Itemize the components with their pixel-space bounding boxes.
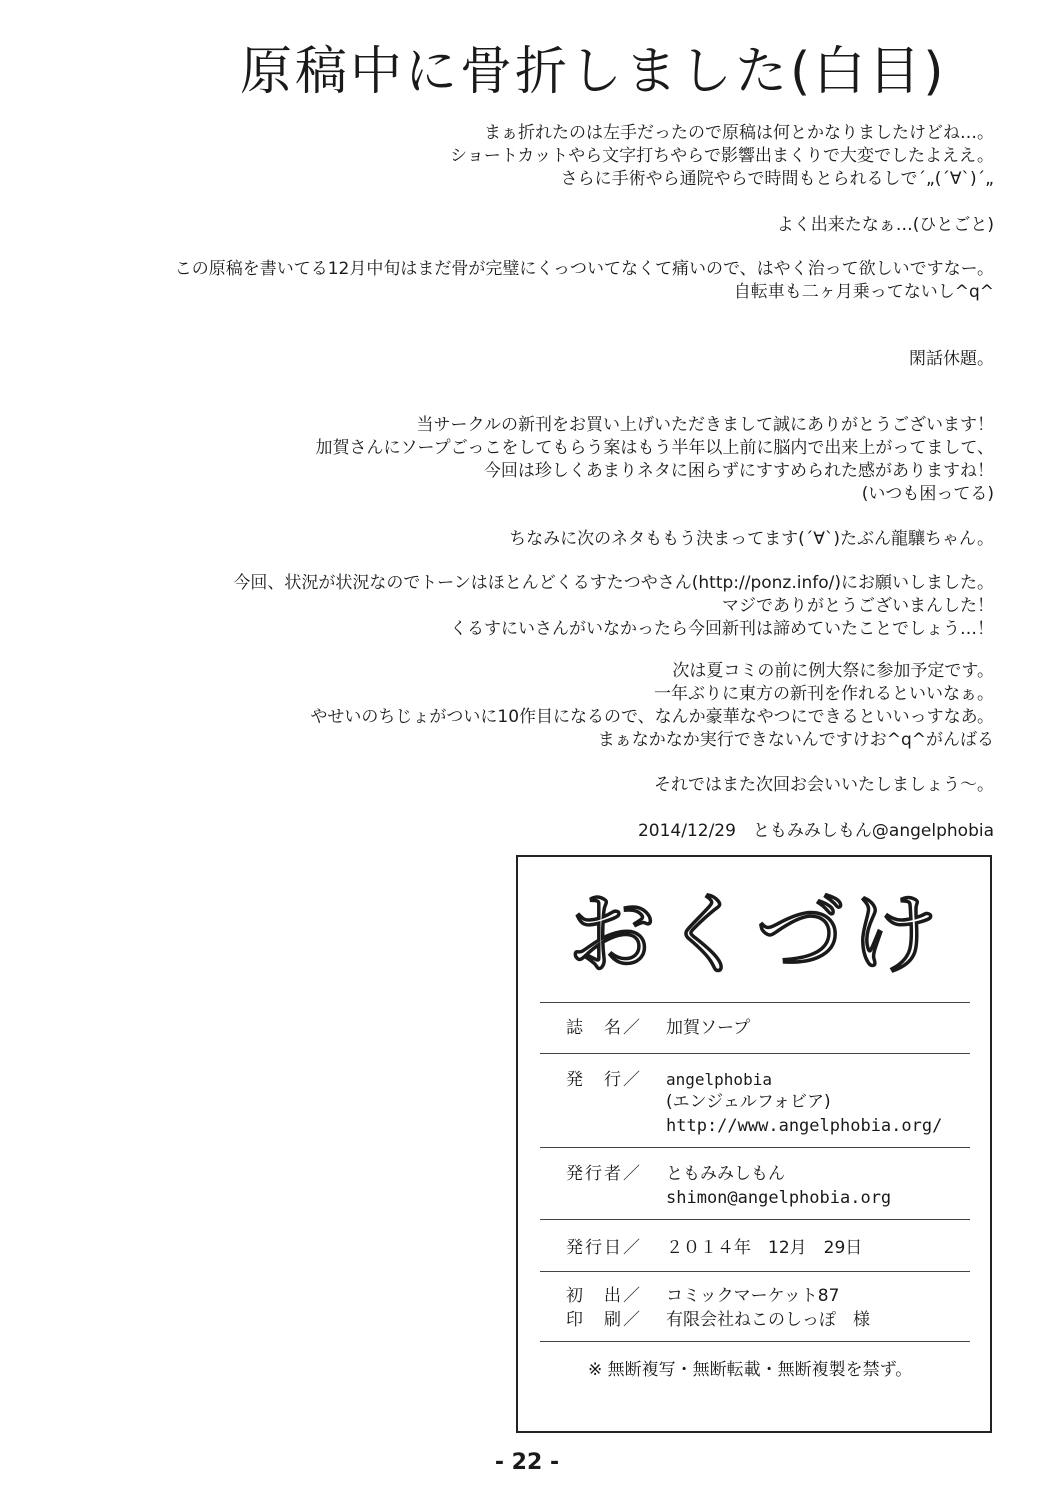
colophon-row-printer	[566, 1309, 870, 1331]
signature-line	[34, 820, 994, 843]
colophon-heading-text: おくづけ	[567, 883, 945, 986]
text-line: くるすにいさんがいなかったら今回新刊は諦めていたことでしょう…！	[450, 619, 994, 639]
printer-value: 有限会社ねこのしっぽ 様	[666, 1310, 870, 1330]
issuer-name: ともみみしもん	[666, 1164, 785, 1184]
date-label: 発行日／	[566, 1238, 642, 1258]
page-number: - 22 -	[494, 1450, 560, 1475]
text-line: マジでありがとうございまんした！	[722, 596, 994, 616]
printer-label: 印 刷／	[566, 1310, 642, 1330]
paragraph-6	[34, 528, 994, 551]
text-line: やせいのちじょがついに10作目になるので、なんか豪華なやつにできるといいっすなあ。	[310, 707, 994, 727]
text-line: 自転車も二ヶ月乗ってないし^q^	[733, 282, 994, 302]
text-line: (いつも困ってる)	[861, 484, 994, 504]
text-line: まぁ折れたのは左手だったので原稿は何とかなりましたけどね…。	[484, 123, 994, 143]
paragraph-7	[34, 572, 994, 641]
issuer-email: shimon@angelphobia.org	[666, 1188, 892, 1208]
text-line: この原稿を書いてる12月中旬はまだ骨が完璧にくっついてなくて痛いので、はやく治って欲しいですなー。	[174, 259, 994, 279]
text-line: 今回は珍しくあまりネタに困らずにすすめられた感がありますね！	[483, 461, 994, 481]
text-line: 閑話休題。	[909, 349, 994, 369]
text-line: 次は夏コミの前に例大祭に参加予定です。	[672, 661, 994, 681]
paragraph-3	[34, 258, 994, 304]
date-value: ２０１４年 12月 29日	[666, 1238, 863, 1258]
paragraph-4	[34, 348, 994, 371]
debut-label: 初 出／	[566, 1286, 642, 1306]
publisher-kana: (エンジェルフォビア)	[666, 1092, 831, 1112]
text-line: 今回、状況が状況なのでトーンはほとんどくるすたつやさん(http://ponz.info/)にお願いしました。	[233, 573, 994, 593]
text-line: さらに手術やら通院やらで時間もとられるしで´„(´∀`)´„	[560, 169, 994, 189]
text-line: よく出来たなぁ…(ひとごと)	[776, 215, 994, 235]
text-line: 一年ぶりに東方の新刊を作れるといいなぁ。	[654, 684, 994, 704]
paragraph-8	[34, 660, 994, 752]
divider	[540, 1147, 970, 1148]
paragraph-1	[34, 122, 994, 191]
divider	[540, 1341, 970, 1342]
text-line: 当サークルの新刊をお買い上げいただきまして誠にありがとうございます！	[416, 415, 994, 435]
paragraph-5	[34, 414, 994, 506]
paragraph-2	[34, 214, 994, 237]
copyright-notice: ※ 無断複写・無断転載・無断複製を禁ず。	[588, 1360, 913, 1380]
issuer-label: 発行者／	[566, 1164, 642, 1184]
publisher-url: http://www.angelphobia.org/	[666, 1116, 943, 1136]
publisher-name: angelphobia	[666, 1070, 772, 1089]
text-line: 2014/12/29 ともみみしもん@angelphobia	[637, 821, 994, 841]
title-value: 加賀ソープ	[666, 1018, 751, 1038]
text-line: まぁなかなか実行できないんですけお^q^がんばる	[597, 730, 994, 750]
text-line: 加賀さんにソープごっこをしてもらう案はもう半年以上前に脳内で出来上がってまして、	[315, 438, 994, 458]
text-line: ちなみに次のネタももう決まってます(´∀`)たぶん龍驤ちゃん。	[509, 529, 994, 549]
colophon-row-issuer	[566, 1163, 785, 1185]
colophon-row-publisher	[566, 1069, 772, 1091]
colophon-heading	[556, 879, 956, 987]
debut-value: コミックマーケット87	[666, 1286, 840, 1306]
divider	[540, 1002, 970, 1003]
colophon-row-date	[566, 1237, 862, 1259]
colophon-heading-art	[556, 879, 956, 987]
page-title: 原稿中に骨折しました(白目)	[240, 42, 947, 102]
publisher-label: 発 行／	[566, 1070, 642, 1090]
title-label: 誌 名／	[566, 1018, 642, 1038]
colophon-box	[516, 855, 992, 1433]
divider	[540, 1219, 970, 1220]
colophon-row-title	[566, 1017, 750, 1039]
text-line: それではまた次回お会いいたしましょう～。	[654, 775, 994, 795]
colophon-row-debut	[566, 1285, 839, 1307]
paragraph-9	[34, 774, 994, 797]
divider	[540, 1271, 970, 1272]
divider	[540, 1053, 970, 1054]
text-line: ショートカットやら文字打ちやらで影響出まくりで大変でしたよええ。	[450, 146, 994, 166]
